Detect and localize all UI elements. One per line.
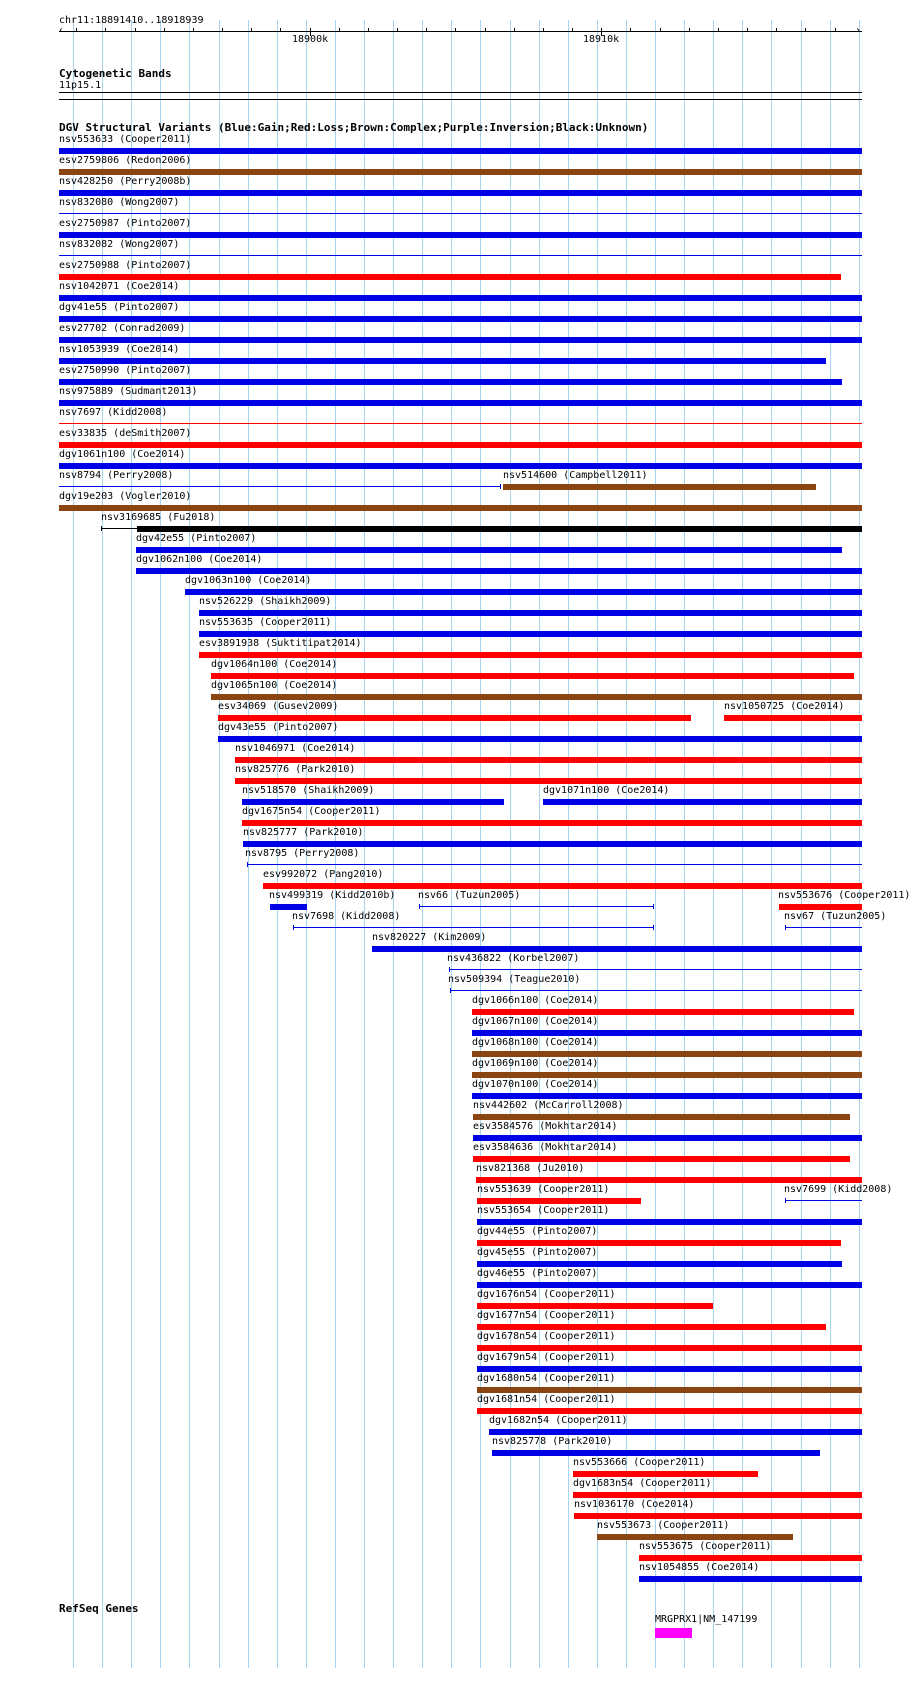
- variant-label[interactable]: nsv67 (Tuzun2005): [784, 911, 887, 922]
- variant-bar[interactable]: [199, 631, 862, 637]
- variant-bar[interactable]: [779, 904, 862, 910]
- variant-label[interactable]: esv3584576 (Mokhtar2014): [473, 1121, 618, 1132]
- variant-label[interactable]: dgv1682n54 (Cooper2011): [489, 1415, 628, 1426]
- cytoband-band-top: [59, 92, 862, 93]
- variant-bar[interactable]: [59, 169, 862, 175]
- variant-label[interactable]: esv3891938 (Suktitipat2014): [199, 638, 362, 649]
- variant-label[interactable]: nsv832080 (Wong2007): [59, 197, 180, 208]
- variant-label[interactable]: dgv1069n100 (Coe2014): [472, 1058, 599, 1069]
- variant-end-cap: [653, 904, 654, 909]
- variant-label[interactable]: nsv820227 (Kim2009): [372, 932, 487, 943]
- variant-label[interactable]: dgv1068n100 (Coe2014): [472, 1037, 599, 1048]
- variant-end-cap: [500, 484, 501, 489]
- ruler-minor-tick: [630, 28, 631, 32]
- variant-bar[interactable]: [235, 757, 862, 763]
- variant-label[interactable]: nsv1054855 (Coe2014): [639, 1562, 760, 1573]
- cytoband-band-label: 11p15.1: [59, 80, 102, 91]
- variant-label[interactable]: esv33835 (deSmith2007): [59, 428, 192, 439]
- variant-label[interactable]: dgv1062n100 (Coe2014): [136, 554, 263, 565]
- variant-bar[interactable]: [473, 1156, 850, 1162]
- variant-label[interactable]: nsv553676 (Cooper2011): [778, 890, 910, 901]
- variant-bar[interactable]: [218, 715, 691, 721]
- variant-bar[interactable]: [242, 799, 504, 805]
- ruler-axis: [59, 31, 862, 32]
- variant-bar[interactable]: [270, 904, 307, 910]
- variant-end-cap: [101, 526, 102, 531]
- variant-line[interactable]: [293, 927, 653, 928]
- variant-label[interactable]: dgv1071n100 (Coe2014): [543, 785, 670, 796]
- variant-label[interactable]: dgv1676n54 (Cooper2011): [477, 1289, 616, 1300]
- variant-label[interactable]: nsv442602 (McCarroll2008): [473, 1100, 624, 1111]
- variant-label[interactable]: esv27702 (Conrad2009): [59, 323, 186, 334]
- cytoband-band-bottom: [59, 99, 862, 100]
- variant-bar[interactable]: [137, 526, 862, 532]
- ruler-minor-tick: [514, 28, 515, 32]
- ruler-minor-tick: [776, 28, 777, 32]
- variant-bar[interactable]: [503, 484, 816, 490]
- variant-line[interactable]: [59, 255, 862, 256]
- variant-bar[interactable]: [199, 610, 862, 616]
- variant-label[interactable]: nsv1042071 (Coe2014): [59, 281, 180, 292]
- variant-bar[interactable]: [59, 400, 862, 406]
- variant-bar[interactable]: [477, 1366, 862, 1372]
- variant-bar[interactable]: [263, 883, 862, 889]
- variant-label[interactable]: nsv518570 (Shaikh2009): [242, 785, 375, 796]
- variant-bar[interactable]: [477, 1324, 826, 1330]
- ruler-minor-tick: [455, 28, 456, 32]
- variant-bar[interactable]: [59, 442, 862, 448]
- variant-bar[interactable]: [59, 358, 826, 364]
- ruler-tick-label: 18910k: [583, 34, 620, 45]
- variant-label[interactable]: nsv553675 (Cooper2011): [639, 1541, 772, 1552]
- variant-bar[interactable]: [185, 589, 862, 595]
- variant-label[interactable]: nsv7697 (Kidd2008): [59, 407, 168, 418]
- variant-bar[interactable]: [492, 1450, 820, 1456]
- variant-label[interactable]: nsv825776 (Park2010): [235, 764, 356, 775]
- variant-label[interactable]: dgv1675n54 (Cooper2011): [242, 806, 381, 817]
- variant-label[interactable]: nsv8795 (Perry2008): [245, 848, 360, 859]
- variant-bar[interactable]: [477, 1345, 862, 1351]
- cytoband-track-title: Cytogenetic Bands: [59, 67, 172, 80]
- variant-label[interactable]: nsv553639 (Cooper2011): [477, 1184, 610, 1195]
- variant-label[interactable]: nsv553654 (Cooper2011): [477, 1205, 610, 1216]
- variant-label[interactable]: nsv553633 (Cooper2011): [59, 134, 192, 145]
- gene-label[interactable]: MRGPRX1|NM_147199: [655, 1614, 758, 1625]
- ruler-minor-tick: [689, 28, 690, 32]
- variant-label[interactable]: esv992072 (Pang2010): [263, 869, 384, 880]
- variant-label[interactable]: nsv825777 (Park2010): [243, 827, 364, 838]
- variant-bar[interactable]: [472, 1072, 862, 1078]
- variant-label[interactable]: dgv1061n100 (Coe2014): [59, 449, 186, 460]
- variant-bar[interactable]: [639, 1555, 862, 1561]
- variant-line[interactable]: [450, 990, 862, 991]
- ruler-minor-tick: [105, 28, 106, 32]
- variant-line[interactable]: [59, 213, 862, 214]
- variant-bar[interactable]: [211, 694, 862, 700]
- ruler-minor-tick: [280, 28, 281, 32]
- variant-label[interactable]: nsv821368 (Ju2010): [476, 1163, 585, 1174]
- variant-bar[interactable]: [472, 1030, 862, 1036]
- variant-bar[interactable]: [136, 547, 842, 553]
- variant-label[interactable]: nsv832082 (Wong2007): [59, 239, 180, 250]
- variant-bar[interactable]: [477, 1282, 862, 1288]
- ruler-minor-tick: [193, 28, 194, 32]
- variant-label[interactable]: nsv499319 (Kidd2010b): [269, 890, 396, 901]
- ruler-minor-tick: [222, 28, 223, 32]
- variant-label[interactable]: dgv1681n54 (Cooper2011): [477, 1394, 616, 1405]
- variant-bar[interactable]: [472, 1093, 862, 1099]
- ruler-minor-tick: [805, 28, 806, 32]
- variant-label[interactable]: dgv45e55 (Pinto2007): [477, 1247, 598, 1258]
- gene-feature[interactable]: [655, 1628, 692, 1638]
- variant-end-cap: [449, 967, 450, 972]
- variant-label[interactable]: nsv7699 (Kidd2008): [784, 1184, 893, 1195]
- variant-bar[interactable]: [472, 1009, 854, 1015]
- variant-label[interactable]: dgv1063n100 (Coe2014): [185, 575, 312, 586]
- variant-end-cap: [450, 988, 451, 993]
- variant-label[interactable]: nsv7698 (Kidd2008): [292, 911, 401, 922]
- variant-bar[interactable]: [573, 1492, 862, 1498]
- ruler-minor-tick: [835, 28, 836, 32]
- ruler-minor-tick: [543, 28, 544, 32]
- ruler-minor-tick: [164, 28, 165, 32]
- ruler-tick-label: 18900k: [292, 34, 329, 45]
- variant-bar[interactable]: [477, 1408, 862, 1414]
- variant-label[interactable]: dgv1678n54 (Cooper2011): [477, 1331, 616, 1342]
- variant-bar[interactable]: [477, 1240, 841, 1246]
- variant-line[interactable]: [59, 486, 500, 487]
- variant-bar[interactable]: [597, 1534, 793, 1540]
- ruler-right-arrow-icon: ›: [855, 25, 862, 36]
- variant-bar[interactable]: [477, 1219, 862, 1225]
- variant-bar[interactable]: [477, 1198, 641, 1204]
- variant-label[interactable]: nsv553673 (Cooper2011): [597, 1520, 730, 1531]
- variant-bar[interactable]: [573, 1471, 758, 1477]
- variant-label[interactable]: esv34069 (Gusev2009): [218, 701, 339, 712]
- variant-label[interactable]: nsv1046971 (Coe2014): [235, 743, 356, 754]
- variant-bar[interactable]: [59, 295, 862, 301]
- variant-label[interactable]: esv2750988 (Pinto2007): [59, 260, 192, 271]
- variant-label[interactable]: dgv46e55 (Pinto2007): [477, 1268, 598, 1279]
- variant-end-cap: [785, 925, 786, 930]
- ruler-minor-tick: [397, 28, 398, 32]
- variant-bar[interactable]: [473, 1114, 850, 1120]
- ruler-minor-tick: [368, 28, 369, 32]
- variant-label[interactable]: nsv3169685 (Fu2018): [101, 512, 216, 523]
- variant-bar[interactable]: [639, 1576, 862, 1582]
- variant-line[interactable]: [449, 969, 862, 970]
- variant-label[interactable]: dgv1680n54 (Cooper2011): [477, 1373, 616, 1384]
- variant-label[interactable]: nsv975889 (Sudmant2013): [59, 386, 198, 397]
- variant-bar[interactable]: [235, 778, 862, 784]
- variant-end-cap: [419, 904, 420, 909]
- ruler-minor-tick: [572, 28, 573, 32]
- variant-label[interactable]: esv2750990 (Pinto2007): [59, 365, 192, 376]
- variant-bar[interactable]: [59, 505, 862, 511]
- variant-bar[interactable]: [489, 1429, 862, 1435]
- ruler-minor-tick: [135, 28, 136, 32]
- variant-label[interactable]: esv2759806 (Redon2006): [59, 155, 192, 166]
- variant-end-cap: [653, 925, 654, 930]
- variant-label[interactable]: nsv428250 (Perry2008b): [59, 176, 192, 187]
- variant-bar[interactable]: [477, 1387, 862, 1393]
- variant-label[interactable]: esv2750987 (Pinto2007): [59, 218, 192, 229]
- ruler-left-arrow-icon: ‹: [58, 25, 65, 36]
- variant-label[interactable]: dgv1683n54 (Cooper2011): [573, 1478, 712, 1489]
- variant-bar[interactable]: [473, 1135, 862, 1141]
- variant-bar[interactable]: [59, 463, 862, 469]
- variant-label[interactable]: nsv553635 (Cooper2011): [199, 617, 332, 628]
- variant-bar[interactable]: [574, 1513, 862, 1519]
- variant-label[interactable]: nsv1036170 (Coe2014): [574, 1499, 695, 1510]
- variant-label[interactable]: dgv43e55 (Pinto2007): [218, 722, 339, 733]
- ruler-minor-tick: [485, 28, 486, 32]
- refseq-track-title: RefSeq Genes: [59, 1602, 139, 1615]
- variant-label[interactable]: nsv1053939 (Coe2014): [59, 344, 180, 355]
- variant-line[interactable]: [785, 927, 862, 928]
- variant-line[interactable]: [101, 528, 137, 529]
- variant-bar[interactable]: [218, 736, 862, 742]
- variant-bar[interactable]: [372, 946, 862, 952]
- ruler-minor-tick: [76, 28, 77, 32]
- variant-label[interactable]: esv3584636 (Mokhtar2014): [473, 1142, 618, 1153]
- variant-bar[interactable]: [477, 1261, 842, 1267]
- variant-bar[interactable]: [199, 652, 862, 658]
- variant-label[interactable]: nsv509394 (Teague2010): [448, 974, 581, 985]
- ruler-minor-tick: [251, 28, 252, 32]
- variant-bar[interactable]: [59, 316, 862, 322]
- variant-label[interactable]: dgv1679n54 (Cooper2011): [477, 1352, 616, 1363]
- variant-label[interactable]: nsv1050725 (Coe2014): [724, 701, 845, 712]
- variant-bar[interactable]: [724, 715, 862, 721]
- ruler-minor-tick: [339, 28, 340, 32]
- variant-label[interactable]: nsv66 (Tuzun2005): [418, 890, 521, 901]
- variant-label[interactable]: dgv1067n100 (Coe2014): [472, 1016, 599, 1027]
- variant-label[interactable]: nsv8794 (Perry2008): [59, 470, 174, 481]
- variant-label[interactable]: dgv1064n100 (Coe2014): [211, 659, 338, 670]
- dgv-track-title: DGV Structural Variants (Blue:Gain;Red:Loss;Brown:Complex;Purple:Inversion;Black:Unknown): [59, 121, 649, 134]
- variant-bar[interactable]: [59, 148, 862, 154]
- variant-label[interactable]: dgv1066n100 (Coe2014): [472, 995, 599, 1006]
- variant-bar[interactable]: [59, 337, 862, 343]
- variant-end-cap: [785, 1198, 786, 1203]
- variant-label[interactable]: nsv825778 (Park2010): [492, 1436, 613, 1447]
- variant-label[interactable]: dgv44e55 (Pinto2007): [477, 1226, 598, 1237]
- variant-bar[interactable]: [476, 1177, 862, 1183]
- variant-bar[interactable]: [59, 232, 862, 238]
- variant-bar[interactable]: [211, 673, 854, 679]
- ruler-minor-tick: [747, 28, 748, 32]
- variant-label[interactable]: dgv19e203 (Vogler2010): [59, 491, 192, 502]
- variant-label[interactable]: nsv514600 (Campbell2011): [503, 470, 648, 481]
- variant-label[interactable]: dgv42e55 (Pinto2007): [136, 533, 257, 544]
- variant-label[interactable]: dgv1065n100 (Coe2014): [211, 680, 338, 691]
- variant-line[interactable]: [785, 1200, 862, 1201]
- variant-bar[interactable]: [477, 1303, 713, 1309]
- variant-label[interactable]: nsv553666 (Cooper2011): [573, 1457, 706, 1468]
- ruler-minor-tick: [660, 28, 661, 32]
- variant-bar[interactable]: [136, 568, 862, 574]
- ruler-minor-tick: [426, 28, 427, 32]
- variant-bar[interactable]: [242, 820, 862, 826]
- variant-bar[interactable]: [472, 1051, 862, 1057]
- variant-bar[interactable]: [243, 841, 862, 847]
- variant-line[interactable]: [247, 864, 862, 865]
- variant-label[interactable]: nsv526229 (Shaikh2009): [199, 596, 332, 607]
- variant-label[interactable]: nsv436822 (Korbel2007): [447, 953, 580, 964]
- variant-bar[interactable]: [59, 190, 862, 196]
- variant-label[interactable]: dgv1677n54 (Cooper2011): [477, 1310, 616, 1321]
- ruler-minor-tick: [718, 28, 719, 32]
- variant-end-cap: [247, 862, 248, 867]
- variant-label[interactable]: dgv1070n100 (Coe2014): [472, 1079, 599, 1090]
- variant-line[interactable]: [59, 423, 862, 424]
- variant-label[interactable]: dgv41e55 (Pinto2007): [59, 302, 180, 313]
- variant-line[interactable]: [419, 906, 653, 907]
- variant-bar[interactable]: [59, 379, 842, 385]
- variant-bar[interactable]: [543, 799, 862, 805]
- ruler-range-label: chr11:18891410..18918939: [59, 15, 204, 26]
- variant-end-cap: [293, 925, 294, 930]
- variant-bar[interactable]: [59, 274, 841, 280]
